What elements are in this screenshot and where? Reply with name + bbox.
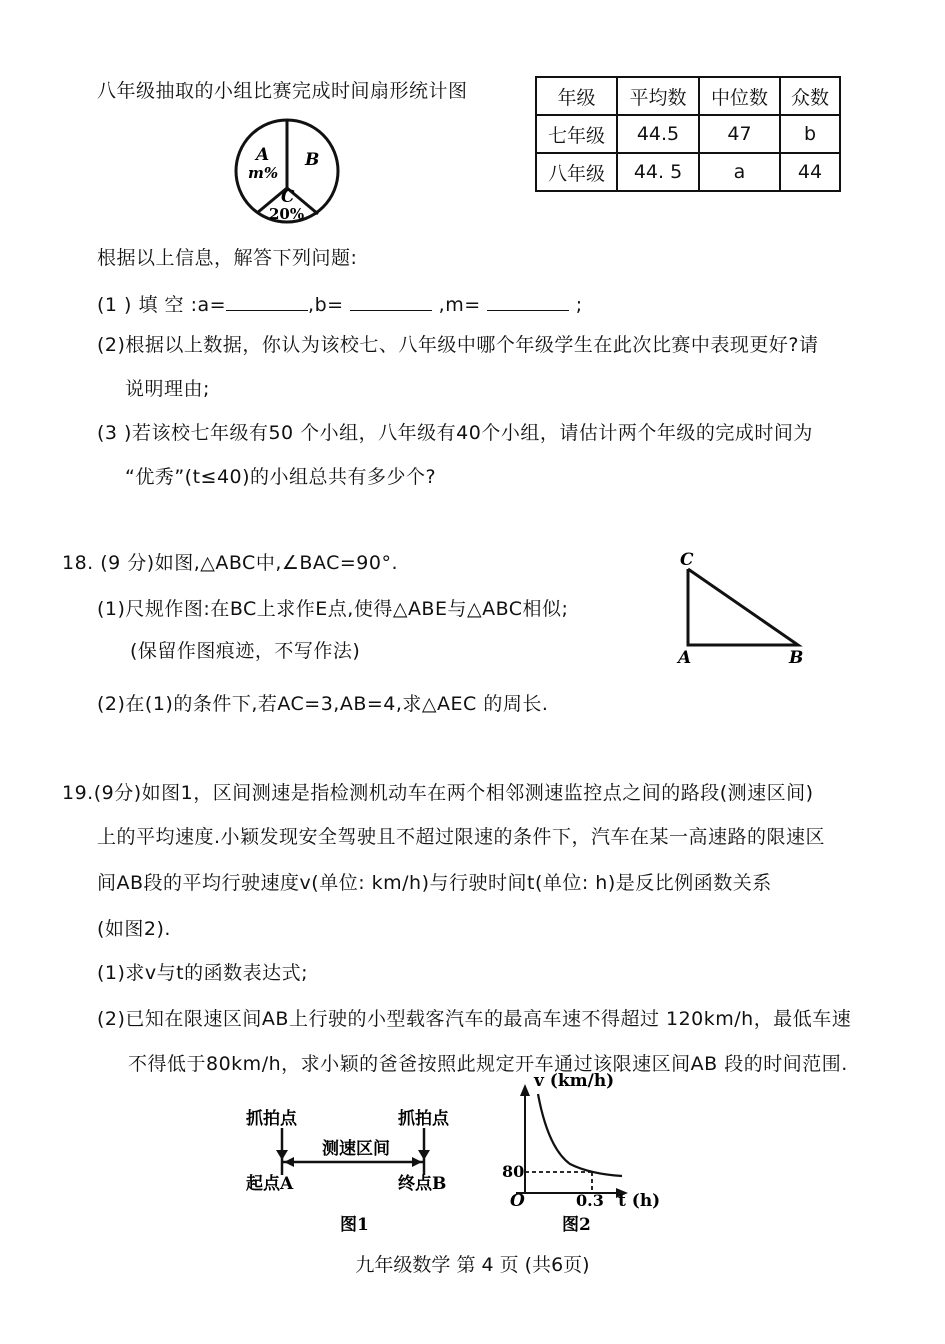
section-arrow-left <box>284 1157 294 1167</box>
table-header: 平均数 <box>617 77 699 115</box>
page-footer: 九年级数学 第 4 页 (共6页) <box>355 1254 590 1276</box>
q19-line4: (如图2). <box>97 918 171 940</box>
q17-part1-m: ,m= <box>438 294 481 316</box>
table-cell: 44.5 <box>617 115 699 153</box>
pie-label-c: C <box>281 187 295 207</box>
vertex-label-a: A <box>678 648 692 668</box>
triangle-abc <box>688 569 798 645</box>
q17-part1 <box>97 290 583 317</box>
table-row <box>536 115 840 153</box>
q18-part2: (2)在(1)的条件下,若AC=3,AB=4,求△AEC 的周长. <box>97 693 549 715</box>
q17-part1-end: ; <box>575 294 583 316</box>
table-cell: 44. 5 <box>617 153 699 191</box>
pie-value-a: m% <box>248 164 279 182</box>
camera-point-left: 抓拍点 <box>246 1109 297 1129</box>
section-arrow-right <box>412 1157 422 1167</box>
figure-1-caption: 图1 <box>340 1215 369 1235</box>
q17-part1-b: ,b= <box>308 294 344 316</box>
vertex-label-b: B <box>789 648 804 668</box>
pie-value-c: 20% <box>269 205 305 223</box>
inverse-curve <box>538 1094 622 1176</box>
end-point-label: 终点B <box>398 1174 447 1194</box>
table-row <box>536 153 840 191</box>
table-cell: b <box>780 115 840 153</box>
q17-part3-line2: “优秀”(t≤40)的小组总共有多少个? <box>125 466 437 488</box>
q19-part2-line1: (2)已知在限速区间AB上行驶的小型载客汽车的最高车速不得超过 120km/h，最低车速 <box>97 1008 852 1030</box>
table-cell: a <box>699 153 780 191</box>
q18-stem: 18. (9 分)如图,△ABC中,∠BAC=90°. <box>62 552 398 574</box>
q17-part1-prefix: (1 ) 填 空 :a= <box>97 294 227 316</box>
v-axis-label: v (km/h) <box>534 1071 615 1091</box>
table-cell: 47 <box>699 115 780 153</box>
answer-blank-m[interactable] <box>487 294 569 311</box>
q18-part1-note: (保留作图痕迹，不写作法) <box>130 640 361 662</box>
q19-line1: 19.(9分)如图1，区间测速是指检测机动车在两个相邻测速监控点之间的路段(测速区间) <box>62 782 814 804</box>
section-label: 测速区间 <box>322 1139 390 1159</box>
q17-intro: 根据以上信息，解答下列问题: <box>97 247 358 269</box>
table-cell: 44 <box>780 153 840 191</box>
answer-blank-a[interactable] <box>226 294 308 311</box>
figure-1 <box>240 1100 470 1240</box>
origin-label: O <box>510 1191 525 1211</box>
vertex-label-c: C <box>680 550 694 570</box>
pie-chart <box>230 118 345 228</box>
q17-part2-line1: (2)根据以上数据，你认为该校七、八年级中哪个年级学生在此次比赛中表现更好?请 <box>97 334 819 356</box>
t-axis-label: t (h) <box>618 1191 661 1211</box>
pie-label-a: A <box>256 145 270 165</box>
pie-label-b: B <box>305 150 320 170</box>
q17-part3-line1: (3 )若该校七年级有50 个小组，八年级有40个小组，请估计两个年级的完成时间为 <box>97 422 813 444</box>
start-point-label: 起点A <box>246 1174 294 1194</box>
table-header: 众数 <box>780 77 840 115</box>
figure-2 <box>500 1068 670 1238</box>
stats-table <box>535 76 841 192</box>
table-header: 年级 <box>536 77 617 115</box>
table-header: 中位数 <box>699 77 780 115</box>
v-axis-arrow <box>520 1084 530 1096</box>
table-header-row <box>536 77 840 115</box>
q19-part2-line2: 不得低于80km/h，求小颖的爸爸按照此规定开车通过该限速区间AB 段的时间范围. <box>128 1053 848 1075</box>
q19-line3: 间AB段的平均行驶速度v(单位: km/h)与行驶时间t(单位: h)是反比例函数关系 <box>97 872 772 894</box>
figure-2-caption: 图2 <box>562 1215 591 1235</box>
pie-chart-title: 八年级抽取的小组比赛完成时间扇形统计图 <box>97 80 468 102</box>
q18-part1: (1)尺规作图:在BC上求作E点,使得△ABE与△ABC相似; <box>97 598 569 620</box>
table-cell: 七年级 <box>536 115 617 153</box>
x-tick-label: 0.3 <box>576 1191 604 1210</box>
y-tick-label: 80 <box>502 1162 525 1181</box>
triangle-figure <box>672 548 812 668</box>
q19-line2: 上的平均速度.小颖发现安全驾驶且不超过限速的条件下，汽车在某一高速路的限速区 <box>97 826 826 848</box>
table-cell: 八年级 <box>536 153 617 191</box>
camera-point-right: 抓拍点 <box>398 1109 449 1129</box>
q17-part2-line2: 说明理由; <box>125 378 210 400</box>
q19-part1: (1)求v与t的函数表达式; <box>97 962 309 984</box>
answer-blank-b[interactable] <box>350 294 432 311</box>
